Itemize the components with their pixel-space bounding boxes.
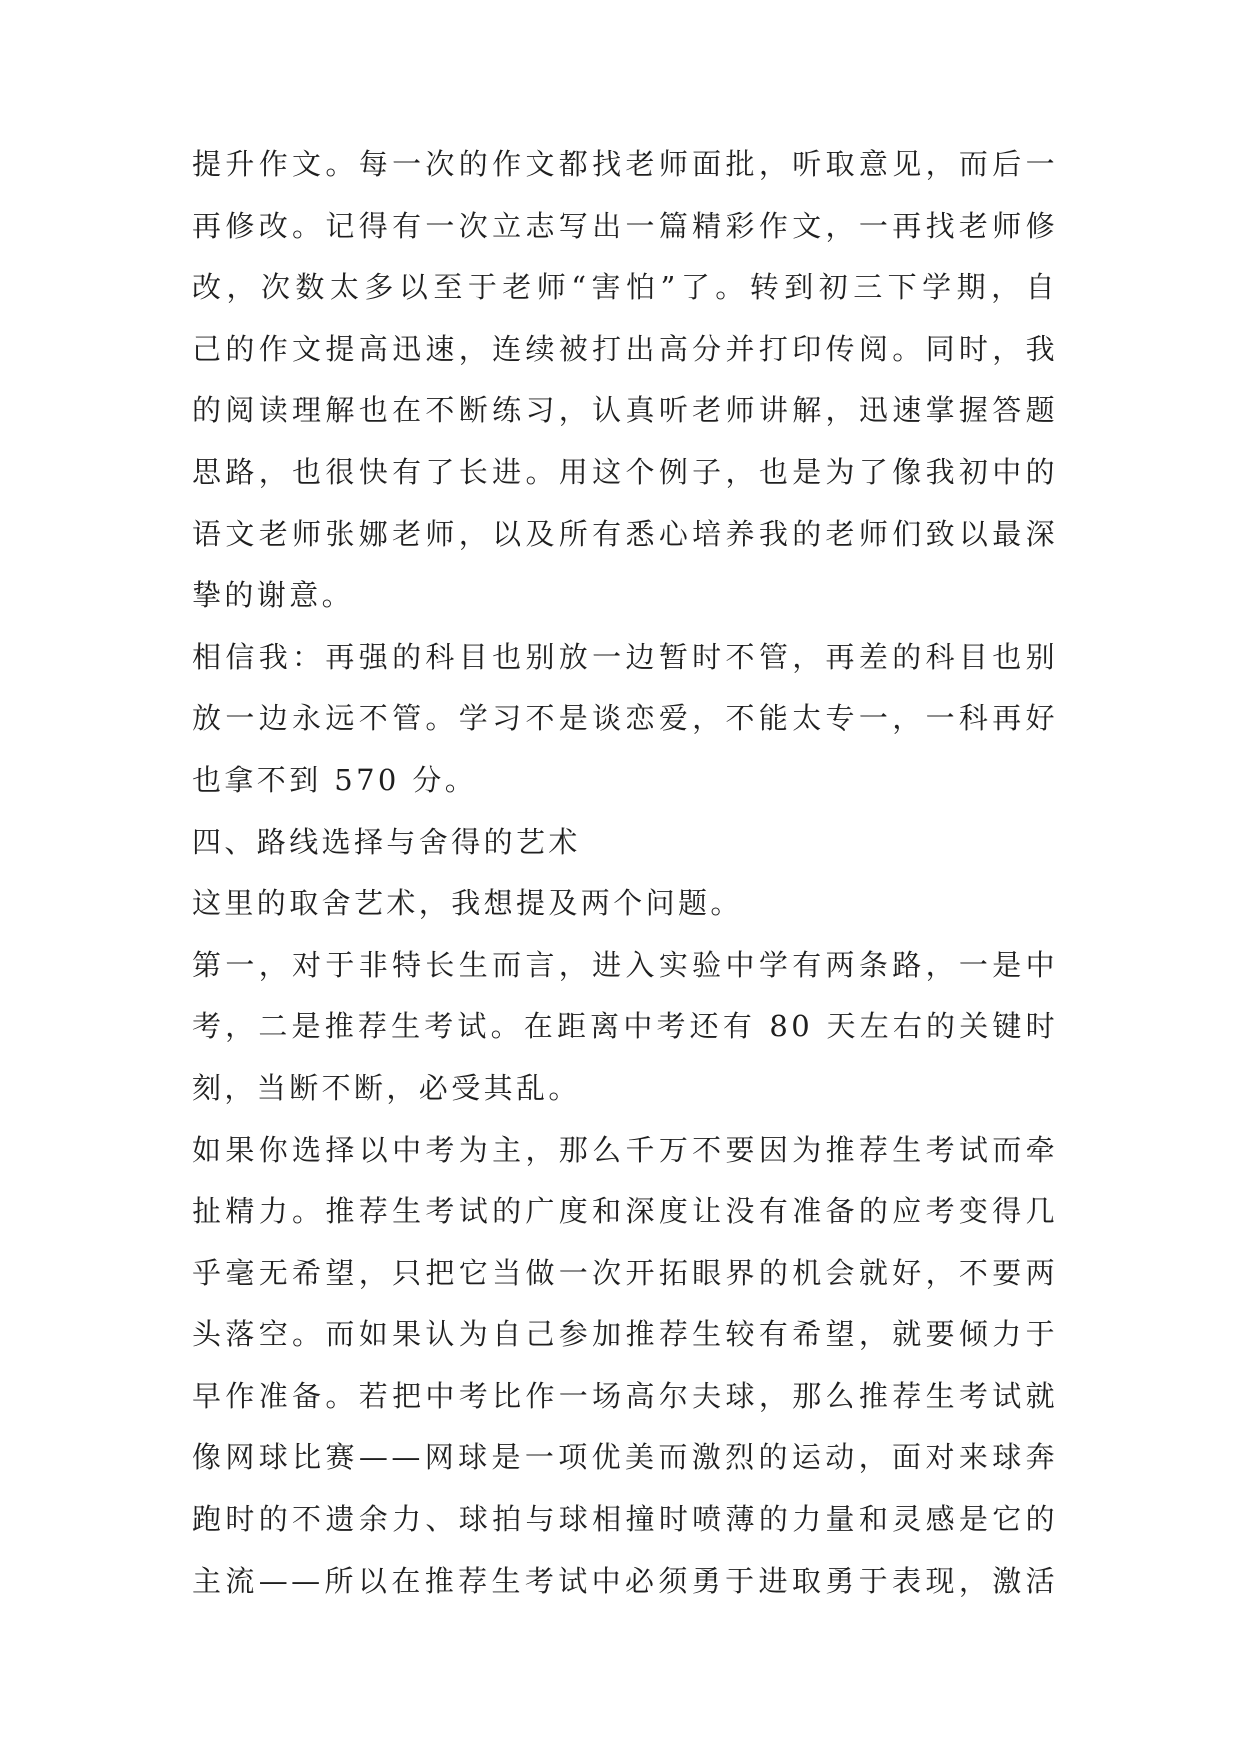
text-line: 也拿不到 570 分。 <box>192 762 478 797</box>
text-line: 己的作文提高迅速，连续被打出高分并打印传阅。同时，我 <box>192 331 1058 366</box>
text-line: 改，次数太多以至于老师“害怕”了。转到初三下学期，自 <box>192 270 1058 305</box>
text-line: 挚的谢意。 <box>192 578 355 613</box>
text-line: 乎毫无希望，只把它当做一次开拓眼界的机会就好，不要两 <box>192 1255 1058 1290</box>
text-line: 的阅读理解也在不断练习，认真听老师讲解，迅速掌握答题 <box>192 393 1058 428</box>
text-line: 第一，对于非特长生而言，进入实验中学有两条路，一是中 <box>192 947 1058 982</box>
text-line: 提升作文。每一次的作文都找老师面批，听取意见，而后一 <box>192 147 1058 181</box>
text-line: 早作准备。若把中考比作一场高尔夫球，那么推荐生考试就 <box>192 1378 1058 1413</box>
text-line: 考，二是推荐生考试。在距离中考还有 80 天左右的关键时 <box>192 1009 1058 1044</box>
text-line: 再修改。记得有一次立志写出一篇精彩作文，一再找老师修 <box>192 208 1058 243</box>
text-line: 放一边永远不管。学习不是谈恋爱，不能太专一，一科再好 <box>192 701 1058 736</box>
text-line: 头落空。而如果认为自己参加推荐生较有希望，就要倾力于 <box>192 1317 1058 1352</box>
text-line: 刻，当断不断，必受其乱。 <box>192 1070 581 1105</box>
text-line: 四、路线选择与舍得的艺术 <box>192 824 581 859</box>
text-line: 跑时的不遗余力、球拍与球相撞时喷薄的力量和灵感是它的 <box>192 1502 1058 1537</box>
document-body <box>192 134 1058 1612</box>
text-line: 如果你选择以中考为主，那么千万不要因为推荐生考试而牵 <box>192 1132 1058 1167</box>
text-line: 主流——所以在推荐生考试中必须勇于进取勇于表现，激活 <box>192 1563 1058 1598</box>
text-line: 像网球比赛——网球是一项优美而激烈的运动，面对来球奔 <box>192 1440 1058 1475</box>
text-line: 扯精力。推荐生考试的广度和深度让没有准备的应考变得几 <box>192 1194 1058 1229</box>
text-line: 语文老师张娜老师，以及所有悉心培养我的老师们致以最深 <box>192 516 1058 551</box>
text-line: 这里的取舍艺术，我想提及两个问题。 <box>192 886 743 921</box>
text-line: 思路，也很快有了长进。用这个例子，也是为了像我初中的 <box>192 454 1058 489</box>
text-line: 相信我：再强的科目也别放一边暂时不管，再差的科目也别 <box>192 639 1058 674</box>
